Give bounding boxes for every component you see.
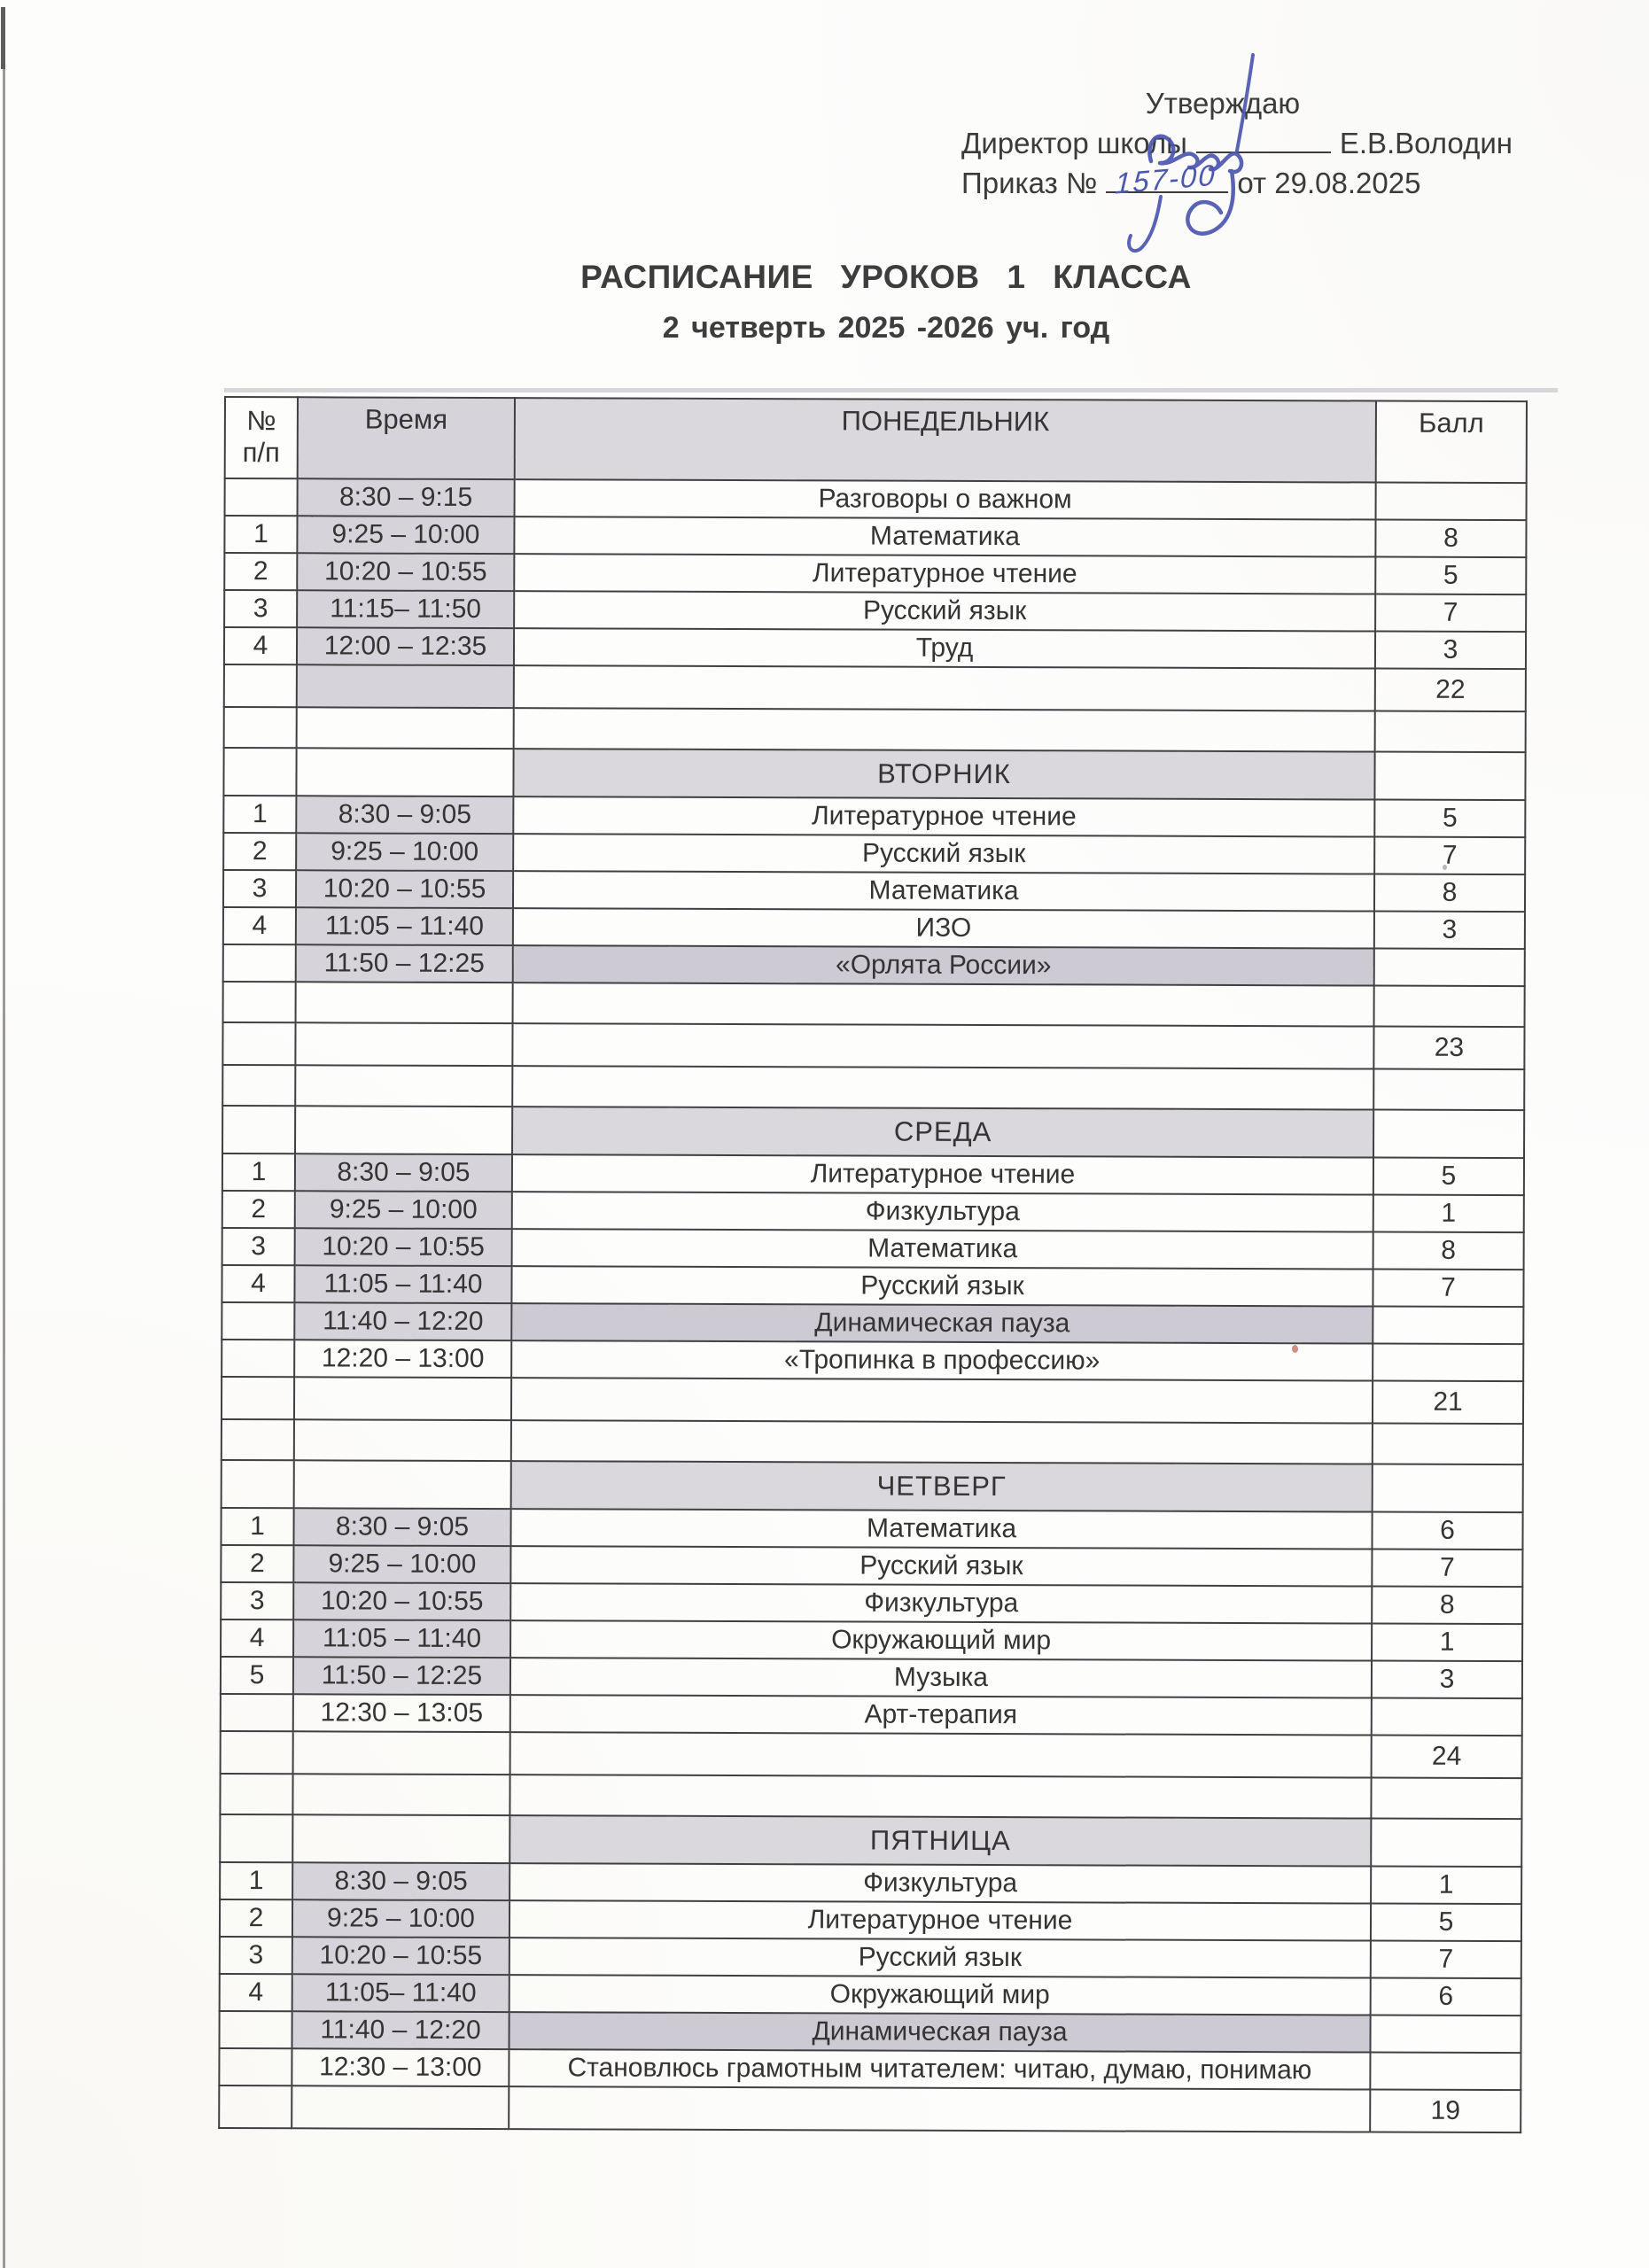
subject-cell (509, 2086, 1370, 2132)
table-row (220, 1937, 1521, 1978)
row-num-cell (224, 707, 297, 748)
table-row (224, 627, 1526, 669)
time-cell (292, 1814, 509, 1863)
time-cell: 12:00 – 12:35 (297, 627, 514, 665)
subject-cell (514, 665, 1375, 711)
score-cell (1373, 1110, 1524, 1159)
row-num-cell: 1 (224, 516, 297, 553)
subject-cell (514, 708, 1375, 751)
table-row (220, 1974, 1521, 2016)
time-cell: 11:05 – 11:40 (293, 1619, 510, 1658)
score-cell (1371, 1819, 1521, 1868)
time-cell: 11:40 – 12:20 (294, 1302, 511, 1340)
time-cell: 11:05 – 11:40 (296, 907, 513, 945)
subject-cell: Физкультура (512, 1192, 1373, 1231)
time-cell: 10:20 – 10:55 (297, 553, 514, 591)
subject-cell: Математика (512, 1229, 1373, 1269)
subject-cell: Динамическая пауза (511, 1303, 1373, 1343)
subject-cell (511, 1420, 1373, 1464)
schedule-table (218, 396, 1528, 2133)
row-num-cell (221, 1694, 293, 1731)
row-num-cell (219, 2048, 292, 2085)
approval-line-2 (961, 123, 1513, 163)
score-cell: 7 (1374, 837, 1525, 875)
score-cell (1373, 1464, 1523, 1513)
scan-shadow-strip (224, 388, 1558, 392)
score-cell: 22 (1375, 669, 1526, 712)
subject-cell (510, 1732, 1372, 1777)
row-num-cell: 4 (220, 1974, 292, 2011)
score-cell: 3 (1375, 632, 1526, 670)
table-row (223, 982, 1525, 1027)
score-cell (1375, 711, 1526, 753)
table-row (223, 944, 1525, 986)
scan-edge-line (3, 9, 5, 2268)
order-label: Приказ № (961, 167, 1098, 199)
time-cell (294, 1419, 511, 1461)
row-num-cell: 1 (220, 1862, 292, 1899)
table-row (224, 590, 1526, 632)
subject-cell: Окружающий мир (509, 1975, 1371, 2015)
table-row (222, 1022, 1524, 1069)
score-header-cell: Балл (1376, 401, 1527, 484)
table-row (224, 553, 1526, 594)
row-num-cell (221, 1731, 293, 1774)
row-num-cell (220, 1814, 292, 1862)
score-cell: 5 (1375, 557, 1526, 595)
subject-cell: Арт-терапия (510, 1695, 1372, 1735)
score-cell: 24 (1372, 1736, 1522, 1779)
subject-cell: Русский язык (513, 834, 1374, 874)
subject-cell: Математика (510, 1509, 1372, 1549)
time-cell (297, 664, 514, 708)
row-num-cell: 3 (224, 590, 297, 627)
time-cell: 11:50 – 12:25 (293, 1657, 510, 1695)
row-num-cell: 1 (223, 796, 296, 833)
score-cell: 7 (1371, 1941, 1521, 1979)
table-row (223, 833, 1525, 874)
score-cell: 21 (1373, 1381, 1523, 1425)
row-num-cell (222, 1065, 295, 1106)
time-cell: 11:05– 11:40 (292, 1974, 509, 2012)
score-cell (1373, 1344, 1523, 1382)
time-header-cell: Время (298, 397, 515, 479)
time-cell: 8:30 – 9:05 (296, 796, 513, 834)
order-date: от 29.08.2025 (1237, 167, 1421, 199)
time-cell: 11:05 – 11:40 (294, 1265, 511, 1303)
ink-tail-stroke (1129, 197, 1161, 251)
row-num-cell (223, 944, 296, 982)
day-header-row (223, 748, 1525, 800)
score-cell: 6 (1371, 1978, 1521, 2016)
subject-cell (512, 1066, 1373, 1109)
row-num-cell: 2 (224, 553, 297, 590)
page-subtitle: 2 четверть 2025 -2026 уч. год (662, 311, 1110, 345)
day-name-cell: СРЕДА (512, 1107, 1373, 1157)
day-header-row (220, 1814, 1521, 1867)
score-cell: 7 (1372, 1550, 1522, 1588)
subject-cell: Динамическая пауза (509, 2012, 1370, 2052)
table-row (220, 1899, 1521, 1941)
table-row (223, 796, 1525, 837)
table-row (223, 870, 1525, 912)
table-row (221, 1619, 1522, 1661)
time-cell (297, 707, 514, 749)
row-num-cell (222, 1022, 295, 1065)
score-cell (1376, 483, 1527, 521)
table-row (221, 1545, 1522, 1587)
row-num-cell (222, 1419, 294, 1460)
time-cell: 9:25 – 10:00 (293, 1545, 510, 1583)
time-cell: 10:20 – 10:55 (292, 1937, 509, 1975)
subject-cell: Русский язык (514, 591, 1375, 631)
score-cell (1373, 1307, 1523, 1345)
subject-cell: Математика (514, 517, 1375, 556)
scan-corner-smudge (1, 7, 5, 69)
row-num-cell (223, 748, 296, 796)
score-cell (1373, 1069, 1524, 1111)
time-cell (295, 1106, 512, 1154)
subject-cell: Окружающий мир (510, 1620, 1372, 1660)
row-num-cell (222, 1377, 294, 1419)
row-num-cell (222, 1106, 295, 1153)
score-cell: 23 (1373, 1027, 1524, 1070)
time-cell: 9:25 – 10:00 (297, 516, 514, 554)
time-cell: 9:25 – 10:00 (295, 1191, 512, 1229)
monday-header-cell: ПОНЕДЕЛЬНИК (515, 398, 1376, 482)
time-cell: 11:15– 11:50 (297, 590, 514, 628)
subject-cell: Литературное чтение (509, 1900, 1371, 1940)
table-row (222, 1302, 1523, 1344)
handwritten-order-number: 157-00 (1114, 158, 1217, 200)
table-row (221, 1657, 1522, 1698)
row-num-cell (225, 478, 298, 516)
time-cell (293, 1731, 510, 1775)
row-num-cell (224, 664, 297, 707)
time-cell: 8:30 – 9:05 (293, 1508, 510, 1546)
time-cell: 10:20 – 10:55 (295, 1228, 512, 1266)
subject-cell (513, 983, 1374, 1026)
score-cell: 1 (1372, 1624, 1522, 1662)
table-row (221, 1582, 1522, 1624)
table-row (220, 1862, 1521, 1904)
time-cell (292, 2085, 509, 2129)
subject-cell: Физкультура (509, 1863, 1371, 1903)
score-cell (1374, 752, 1525, 801)
time-cell: 8:30 – 9:05 (295, 1153, 512, 1192)
time-cell (295, 1065, 512, 1107)
num-header-line2: п/п (242, 437, 280, 469)
table-row (219, 2048, 1521, 2090)
row-num-cell: 4 (221, 1619, 293, 1657)
time-cell: 12:30 – 13:00 (292, 2048, 509, 2086)
score-cell: 5 (1374, 800, 1525, 838)
score-cell: 7 (1373, 1270, 1523, 1308)
time-cell: 9:25 – 10:00 (296, 833, 513, 871)
score-cell: 8 (1374, 874, 1525, 913)
time-cell: 9:25 – 10:00 (292, 1899, 509, 1938)
subject-cell: Труд (514, 628, 1375, 668)
score-cell (1374, 949, 1525, 987)
score-cell: 5 (1371, 1904, 1521, 1942)
time-cell: 11:50 – 12:25 (296, 944, 513, 983)
time-cell: 10:20 – 10:55 (296, 870, 513, 908)
time-cell: 8:30 – 9:15 (298, 478, 515, 517)
score-cell: 1 (1371, 1867, 1521, 1905)
table-header-row (225, 397, 1527, 483)
row-num-cell (222, 1302, 294, 1340)
row-num-cell: 3 (222, 1228, 295, 1265)
subject-cell: Физкультура (510, 1583, 1372, 1623)
row-num-cell: 3 (221, 1582, 293, 1619)
subject-cell (511, 1378, 1373, 1423)
schedule-body (219, 397, 1527, 2132)
score-cell: 19 (1370, 2090, 1521, 2133)
score-cell: 8 (1373, 1232, 1524, 1270)
row-num-cell: 3 (223, 870, 296, 907)
table-row (222, 1153, 1524, 1195)
time-cell: 12:30 – 13:05 (293, 1694, 510, 1732)
subject-cell: «Тропинка в профессию» (511, 1340, 1373, 1380)
day-name-cell: ПЯТНИЦА (509, 1815, 1371, 1866)
subject-cell: Становлюсь грамотным читателем: читаю, думаю, понимаю (509, 2049, 1370, 2089)
subject-cell: Литературное чтение (512, 1154, 1373, 1194)
time-cell: 10:20 – 10:55 (293, 1582, 510, 1620)
num-header-line1: № (246, 405, 276, 437)
subject-cell: Разговоры о важном (515, 479, 1376, 519)
table-row (222, 1340, 1523, 1381)
subject-cell: Музыка (510, 1658, 1372, 1697)
signature-blank-line (1196, 125, 1331, 153)
num-header-cell (225, 397, 298, 478)
row-num-cell (222, 1460, 294, 1508)
director-name: Е.В.Володин (1339, 127, 1513, 159)
table-row (221, 1694, 1522, 1736)
table-row (225, 478, 1527, 520)
time-cell: 11:40 – 12:20 (292, 2011, 509, 2049)
row-num-cell: 2 (221, 1545, 293, 1582)
table-row (220, 1774, 1521, 1819)
subject-cell (509, 1775, 1371, 1818)
row-num-cell: 2 (220, 1899, 292, 1937)
table-row (224, 664, 1526, 711)
row-num-cell (219, 2011, 292, 2048)
time-cell (294, 1377, 511, 1420)
time-cell (295, 1022, 512, 1066)
table-row (222, 1065, 1524, 1110)
time-cell: 12:20 – 13:00 (294, 1340, 511, 1378)
subject-cell: «Орлята России» (513, 945, 1374, 985)
row-num-cell (223, 982, 296, 1022)
score-cell: 8 (1375, 520, 1526, 558)
table-row (222, 1191, 1524, 1232)
score-cell (1370, 2053, 1521, 2091)
table-row (222, 1228, 1524, 1270)
score-cell (1374, 986, 1525, 1028)
row-num-cell: 4 (224, 627, 297, 664)
row-num-cell (222, 1340, 294, 1377)
table-row (219, 2011, 1521, 2053)
score-cell (1372, 1698, 1522, 1736)
time-cell (296, 982, 513, 1023)
subject-cell: Математика (513, 871, 1374, 911)
row-num-cell: 1 (221, 1508, 293, 1545)
time-cell (292, 1774, 509, 1815)
row-num-cell: 1 (222, 1153, 295, 1191)
table-row (224, 707, 1526, 752)
score-cell: 8 (1372, 1587, 1522, 1625)
row-num-cell: 4 (222, 1265, 294, 1302)
director-label: Директор школы (961, 127, 1187, 159)
score-cell (1371, 1778, 1521, 1820)
table-row (219, 2085, 1521, 2132)
row-num-cell: 5 (221, 1657, 293, 1694)
score-cell: 7 (1375, 594, 1526, 633)
subject-cell: ИЗО (513, 908, 1374, 948)
row-num-cell: 4 (223, 907, 296, 944)
row-num-cell (219, 2085, 292, 2128)
score-cell: 3 (1372, 1661, 1522, 1699)
table-row (221, 1731, 1522, 1778)
table-row (221, 1508, 1522, 1550)
schedule-table-wrapper (218, 396, 1528, 2133)
day-header-row (222, 1106, 1524, 1158)
score-cell (1373, 1424, 1523, 1465)
row-num-cell: 3 (220, 1937, 292, 1974)
score-cell: 5 (1373, 1158, 1524, 1196)
subject-cell: Русский язык (509, 1938, 1371, 1977)
subject-cell (512, 1023, 1373, 1068)
time-cell: 8:30 – 9:05 (292, 1862, 509, 1900)
row-num-cell (220, 1774, 292, 1814)
subject-cell: Литературное чтение (514, 554, 1375, 594)
day-name-cell: ВТОРНИК (513, 749, 1374, 799)
score-cell (1370, 2016, 1521, 2054)
day-name-cell: ЧЕТВЕРГ (511, 1461, 1373, 1511)
time-cell (294, 1460, 511, 1509)
row-num-cell: 2 (222, 1191, 295, 1228)
table-row (224, 516, 1526, 557)
page-title: РАСПИСАНИЕ УРОКОВ 1 КЛАССА (580, 259, 1192, 295)
row-num-cell: 2 (223, 833, 296, 870)
score-cell: 6 (1372, 1512, 1522, 1550)
score-cell: 1 (1373, 1195, 1524, 1233)
score-cell: 3 (1374, 912, 1525, 950)
subject-cell: Русский язык (511, 1266, 1373, 1306)
table-row (223, 907, 1525, 949)
time-cell (296, 748, 513, 796)
approval-line-1: Утверждаю (1145, 87, 1301, 120)
table-row (222, 1265, 1523, 1307)
table-row (222, 1377, 1523, 1424)
day-header-row (222, 1460, 1523, 1512)
table-row (222, 1419, 1523, 1464)
title-block (124, 259, 1648, 346)
subject-cell: Русский язык (510, 1546, 1372, 1586)
subject-cell: Литературное чтение (513, 796, 1374, 836)
